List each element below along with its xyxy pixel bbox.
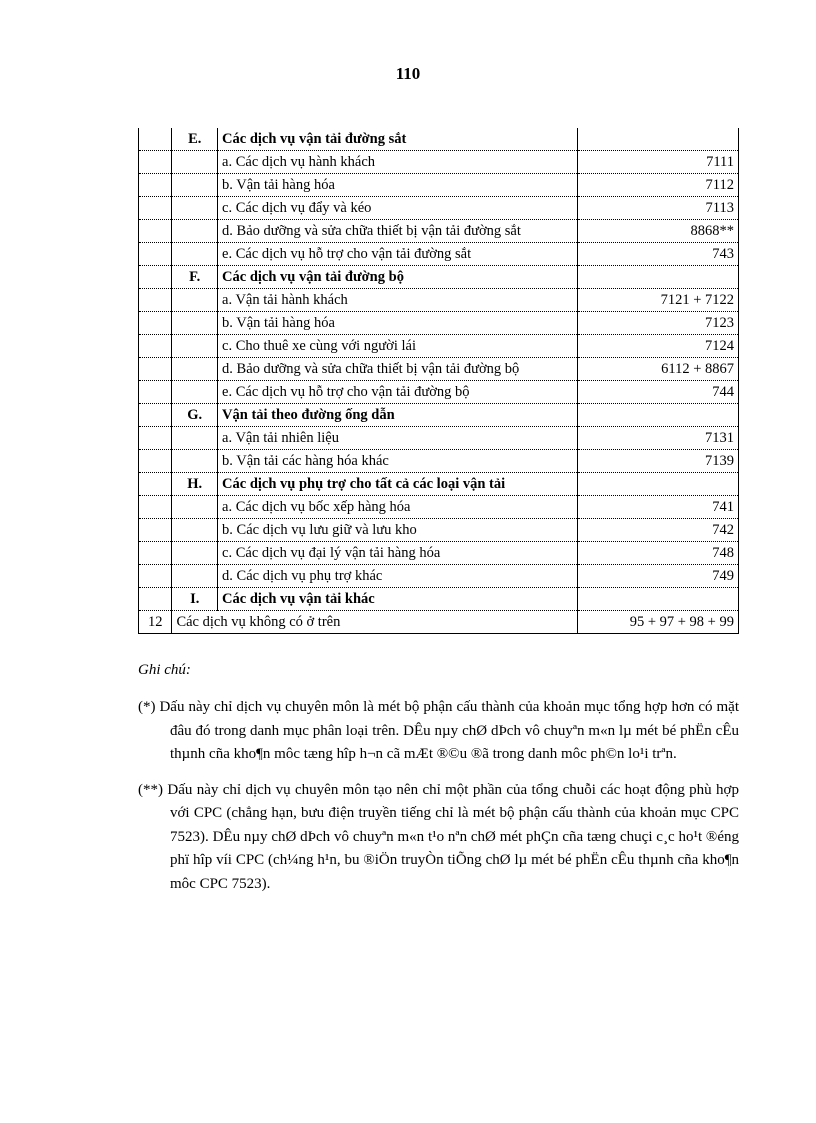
row-number-cell [139,404,172,427]
cpc-code-cell [577,404,738,427]
row-number-cell [139,220,172,243]
section-letter-cell [172,496,218,519]
description-cell: a. Vận tải hành khách [218,289,578,312]
cpc-code-cell: 742 [577,519,738,542]
row-number-cell [139,197,172,220]
row-number-cell [139,496,172,519]
section-letter-cell [172,519,218,542]
description-cell: d. Bảo dưỡng và sửa chữa thiết bị vận tải đường bộ [218,358,578,381]
description-cell: Các dịch vụ không có ở trên [172,611,577,634]
description-cell: Các dịch vụ phụ trợ cho tất cả các loại vận tải [218,473,578,496]
table-row [139,542,739,565]
cpc-code-cell: 7121 + 7122 [577,289,738,312]
section-letter-cell [172,335,218,358]
description-cell: a. Vận tải nhiên liệu [218,427,578,450]
description-cell: Vận tải theo đường ống dẫn [218,404,578,427]
note-double-asterisk: (**) Dấu này chỉ dịch vụ chuyên môn tạo nên chỉ một phần của tổng chuỗi các hoạt động phù hợp với CPC (chẳng hạn, bưu điện truyền tiếng chỉ là mét bộ phận cấu thành của khoản mục CPC 7523). DÊu nµy chØ dÞch vô chuyªn m«n t¹o nªn chØ mét phÇn cña tæng chuçi c¸c ho¹t ®éng phï hîp víi CPC (ch¼ng h¹n, bu ®iÖn truyÒn tiÕng chØ lµ mét bé phËn cÊu thµnh cña kho¶n môc CPC 7523). [138,781,739,892]
table-section-row [139,128,739,151]
row-number-cell [139,542,172,565]
cpc-code-cell [577,588,738,611]
table-row [139,519,739,542]
table-row [139,427,739,450]
table-row [139,335,739,358]
section-letter-cell: F. [172,266,218,289]
row-number-cell [139,312,172,335]
section-letter-cell: I. [172,588,218,611]
row-number-cell [139,151,172,174]
cpc-code-cell: 741 [577,496,738,519]
cpc-code-cell: 743 [577,243,738,266]
cpc-code-cell: 7111 [577,151,738,174]
row-number-cell [139,450,172,473]
section-letter-cell: G. [172,404,218,427]
table-row [139,450,739,473]
table-row [139,496,739,519]
section-letter-cell [172,174,218,197]
cpc-code-cell [577,266,738,289]
section-letter-cell [172,542,218,565]
table-row [139,197,739,220]
section-letter-cell [172,151,218,174]
table-row [139,220,739,243]
table-row [139,312,739,335]
row-number-cell [139,519,172,542]
table-section-row [139,473,739,496]
cpc-code-cell: 6112 + 8867 [577,358,738,381]
note-single-asterisk: (*) Dấu này chỉ dịch vụ chuyên môn là mét bộ phận cấu thành của khoản mục tổng hợp hơn có mặt đâu đó trong danh mục phân loại trên. DÊu nµy chØ dÞch vô chuyªn m«n lµ mét bé phËn cÊu thµnh cña kho¶n môc tæng hîp h¬n cã mÆt ®©u ®ã trong danh môc ph©n lo¹i trªn. [138,699,739,762]
section-letter-cell [172,243,218,266]
row-number-cell [139,427,172,450]
table-section-row [139,266,739,289]
cpc-code-cell: 7124 [577,335,738,358]
description-cell: Các dịch vụ vận tải đường bộ [218,266,578,289]
cpc-code-cell: 7112 [577,174,738,197]
description-cell: b. Vận tải các hàng hóa khác [218,450,578,473]
cpc-code-cell: 7131 [577,427,738,450]
description-cell: c. Các dịch vụ đại lý vận tải hàng hóa [218,542,578,565]
cpc-code-cell: 8868** [577,220,738,243]
section-letter-cell [172,312,218,335]
cpc-code-cell: 749 [577,565,738,588]
row-number-cell [139,473,172,496]
table-row [139,381,739,404]
description-cell: d. Các dịch vụ phụ trợ khác [218,565,578,588]
section-letter-cell [172,197,218,220]
section-letter-cell [172,565,218,588]
section-letter-cell [172,381,218,404]
section-letter-cell [172,220,218,243]
cpc-code-cell: 7139 [577,450,738,473]
table-body [139,128,739,634]
row-number-cell [139,588,172,611]
section-letter-cell [172,358,218,381]
table-final-row [139,611,739,634]
cpc-code-cell [577,128,738,151]
section-letter-cell: E. [172,128,218,151]
description-cell: b. Các dịch vụ lưu giữ và lưu kho [218,519,578,542]
table-row [139,289,739,312]
row-number-cell [139,565,172,588]
cpc-classification-table [138,128,739,634]
row-number-cell [139,243,172,266]
description-cell: c. Các dịch vụ đẩy và kéo [218,197,578,220]
description-cell: d. Bảo dưỡng và sửa chữa thiết bị vận tải đường sắt [218,220,578,243]
cpc-code-cell: 744 [577,381,738,404]
cpc-code-cell [577,473,738,496]
row-number-cell [139,174,172,197]
description-cell: a. Các dịch vụ bốc xếp hàng hóa [218,496,578,519]
cpc-code-cell: 7113 [577,197,738,220]
row-number-cell [139,266,172,289]
table-row [139,243,739,266]
notes-section [138,658,739,908]
table-section-row [139,588,739,611]
section-letter-cell [172,289,218,312]
description-cell: Các dịch vụ vận tải khác [218,588,578,611]
table-row [139,358,739,381]
page-number: 110 [395,64,421,83]
row-number-cell: 12 [139,611,172,634]
section-letter-cell [172,427,218,450]
table-section-row [139,404,739,427]
description-cell: b. Vận tải hàng hóa [218,174,578,197]
row-number-cell [139,358,172,381]
table-row [139,565,739,588]
section-letter-cell: H. [172,473,218,496]
cpc-code-cell: 7123 [577,312,738,335]
description-cell: Các dịch vụ vận tải đường sắt [218,128,578,151]
row-number-cell [139,289,172,312]
cpc-code-cell: 95 + 97 + 98 + 99 [577,611,738,634]
section-letter-cell [172,450,218,473]
notes-title: Ghi chú: [138,662,191,678]
description-cell: e. Các dịch vụ hỗ trợ cho vận tải đường bộ [218,381,578,404]
row-number-cell [139,381,172,404]
cpc-code-cell: 748 [577,542,738,565]
table-row [139,174,739,197]
description-cell: c. Cho thuê xe cùng với người lái [218,335,578,358]
description-cell: b. Vận tải hàng hóa [218,312,578,335]
row-number-cell [139,335,172,358]
table-row [139,151,739,174]
row-number-cell [139,128,172,151]
description-cell: a. Các dịch vụ hành khách [218,151,578,174]
description-cell: e. Các dịch vụ hỗ trợ cho vận tải đường sắt [218,243,578,266]
